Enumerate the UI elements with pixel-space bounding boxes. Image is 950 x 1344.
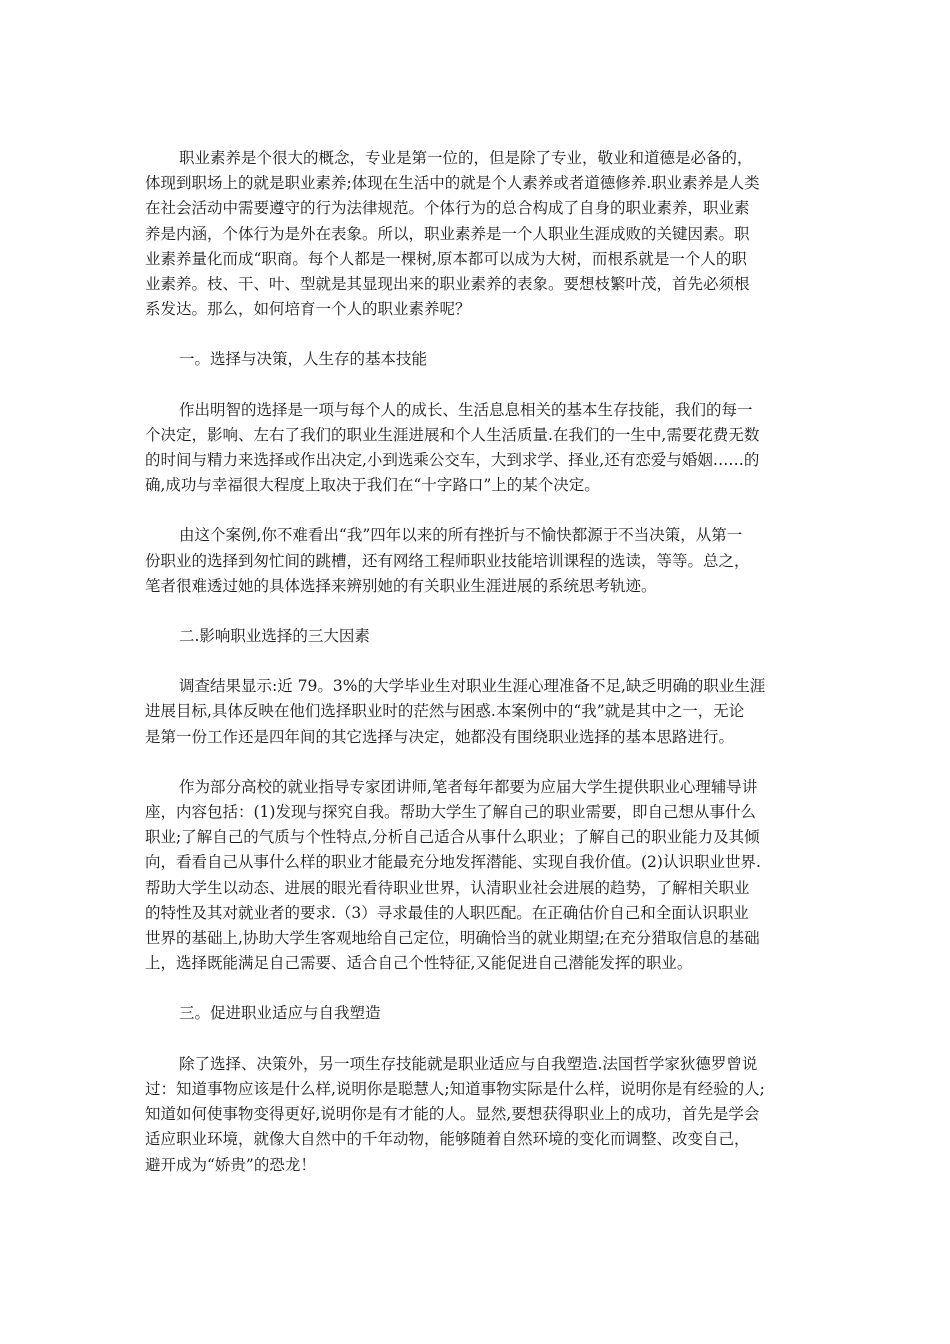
paragraph-4: 作为部分高校的就业指导专家团讲师,笔者每年都要为应届大学生提供职业心理辅导讲 座，内容包括：(1)发现与探究自我。帮助大学生了解自己的职业需要，即自己想从事什么 职业;了解自己的气质与个性特点,分析自己适合从事什么职业；了解自己的职业能力及其倾 向，看看自己从事什么样的职业才能最充分地发挥潜能、实现自我价值。(2)认识职业世界. 帮助大学生以动态、进展的眼光看待职业世界，认清职业社会进展的趋势，了解相关职业 的特性及其对就业者的要求.（3）寻求最佳的人职匹配。在正确估价自己和全面认识职业 世界的基础上,协助大学生客观地给自己定位，明确恰当的就业期望;在充分猎取信息的基础 上，选择既能满足自己需要、适合自己个性特征,又能促进自己潜能发挥的职业。	[145, 777, 761, 973]
document-body	[145, 146, 810, 1203]
paragraph-1: 作出明智的选择是一项与每个人的成长、生活息息相关的基本生存技能，我们的每一 个决定，影响、左右了我们的职业生涯进展和个人生活质量.在我们的一生中,需要花费无数 的时间与精力来选择或作出决定,小到选乘公交车，大到求学、择业,还有恋爱与婚姻……的 确,成功与幸福很大程度上取决于我们在“十字路口”上的某个决定。	[145, 400, 760, 495]
section-heading-2: 二.影响职业选择的三大因素	[179, 627, 370, 646]
paragraph-5: 除了选择、决策外，另一项生存技能就是职业适应与自我塑造.法国哲学家狄德罗曾说 过：知道事物应该是什么样,说明你是聪慧人;知道事物实际是什么样，说明你是有经验的人; 知道如何使事物变得更好,说明你是有才能的人。显然,要想获得职业上的成功，首先是学会 适应职业环境，就像大自然中的千年动物，能够随着自然环境的变化而调整、改变自己， 避开成为“娇贵”的恐龙！	[145, 1054, 765, 1174]
section-heading-1: 一。选择与决策，人生存的基本技能	[179, 350, 428, 369]
paragraph-2: 由这个案例,你不难看出“我”四年以来的所有挫折与不愉快都源于不当决策，从第一 份职业的选择到匆忙间的跳槽，还有网络工程师职业技能培训课程的选读，等等。总之， 笔者很难透过她的具体选择来辨别她的有关职业生涯进展的系统思考轨迹。	[145, 526, 750, 595]
paragraph-3: 调查结果显示:近 79。3%的大学毕业生对职业生涯心理准备不足,缺乏明确的职业生涯 进展目标,具体反映在他们选择职业时的茫然与困惑.本案例中的“我”就是其中之一，无论 是第一份工作还是四年间的其它选择与决定，她都没有围绕职业选择的基本思路进行。	[145, 677, 766, 746]
intro-paragraph: 职业素养是个很大的概念，专业是第一位的，但是除了专业，敬业和道德是必备的， 体现到职场上的就是职业素养;体现在生活中的就是个人素养或者道德修养.职业素养是人类 在社会活动中需要遵守的行为法律规范。个体行为的总合构成了自身的职业素养，职业素 养是内涵，个体行为是外在表象。所以，职业素养是一个人职业生涯成败的关键因素。职 业素养量化而成“职商。每个人都是一棵树,原本都可以成为大树，而根系就是一个人的职 业素养。枝、干、叶、型就是其显现出来的职业素养的表象。要想枝繁叶茂，首先必须根 系发达。那么，如何培育一个人的职业素养呢？	[145, 149, 760, 319]
section-heading-3: 三。促进职业适应与自我塑造	[179, 1004, 381, 1023]
